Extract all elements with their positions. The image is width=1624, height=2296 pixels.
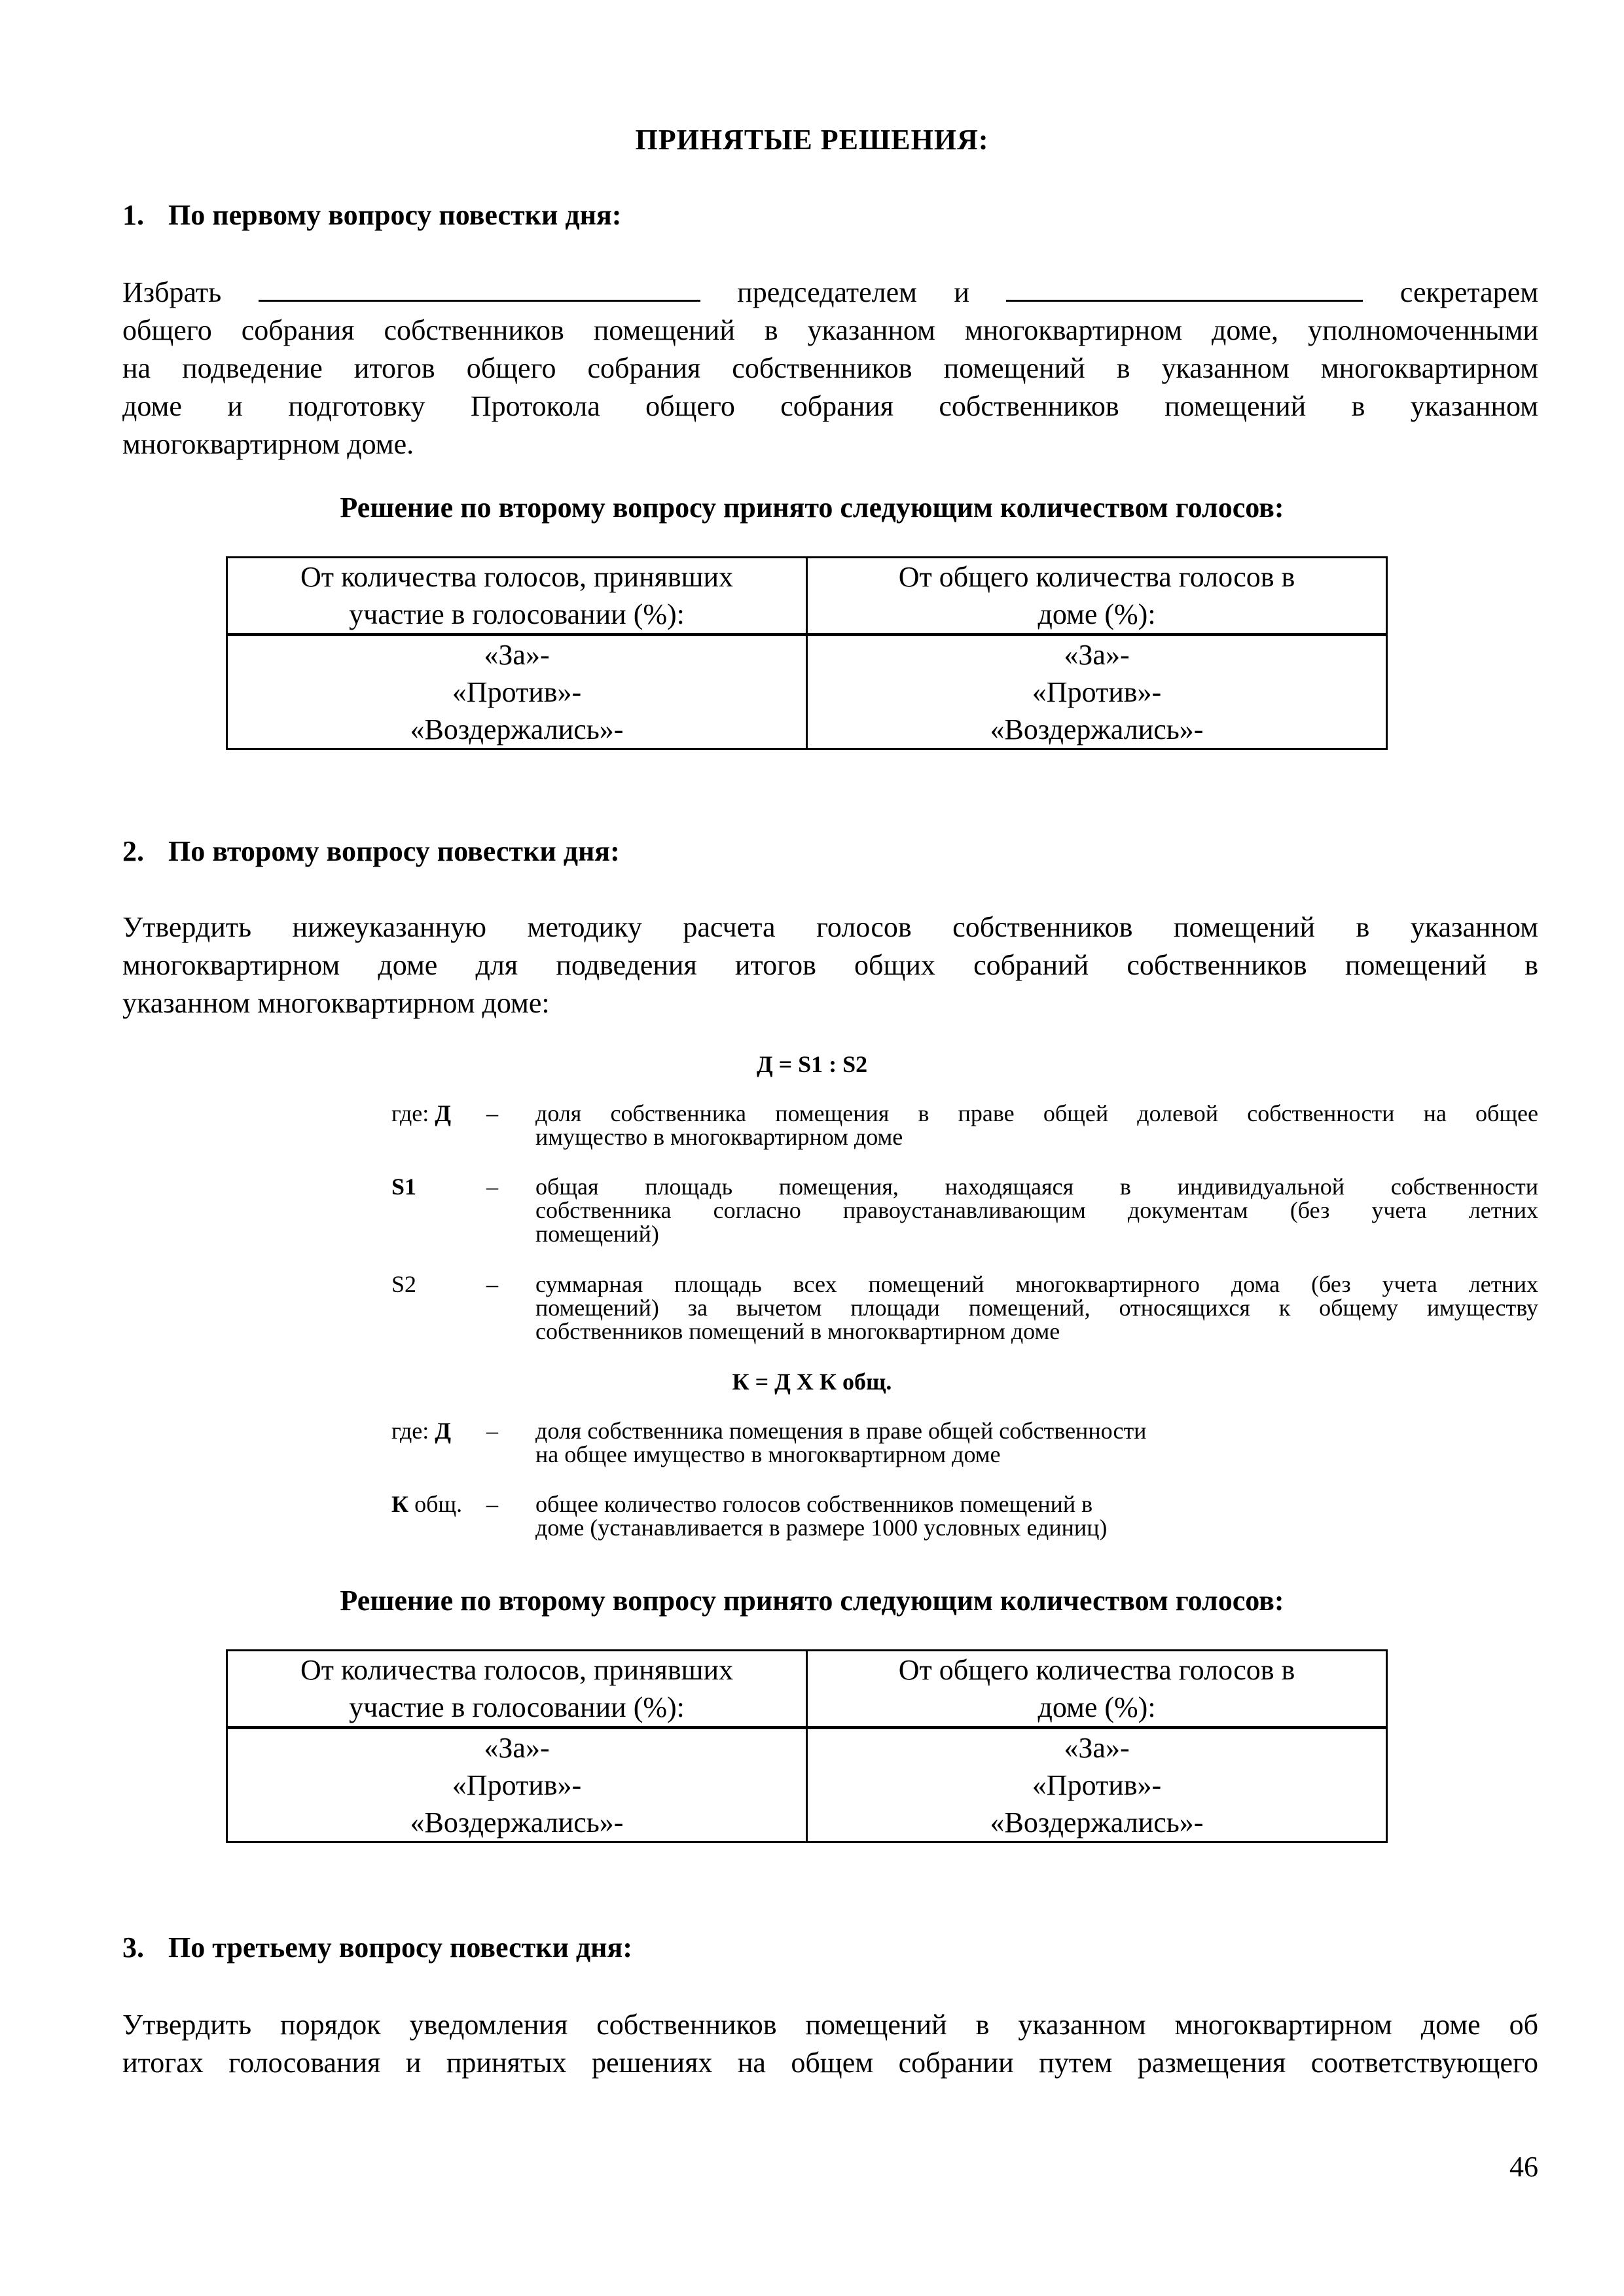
definition-s1 [391,1175,1538,1250]
paragraph-line: доме и подготовку Протокола общего собрания собственников помещений в указанном [122,390,1538,422]
paragraph-line: Утвердить порядок уведомления собственников помещений в указанном многоквартирном доме об [122,2009,1538,2041]
definition-d [391,1102,1538,1154]
definition-symbol: Д [435,1100,452,1126]
vote-against: «Против»- [1032,676,1162,708]
definition-line: суммарная площадь всех помещений многоквартирного дома (без учета летних [535,1271,1538,1297]
word-and: и [954,276,969,308]
question-3-number: 3. [122,1931,144,1964]
definition-label [391,1272,416,1296]
question-2-paragraph [122,908,1538,1022]
header-line: От общего количества голосов в [898,1654,1295,1686]
word-elect: Избрать [122,276,222,308]
definition-symbol: Д [435,1418,452,1444]
vote-for: «За»- [1064,1732,1130,1764]
question-1-heading [122,198,621,232]
decision-heading-2: Решение по второму вопросу принято следующим количеством голосов: [340,1585,1284,1617]
paragraph-line: указанном многоквартирном доме: [122,987,550,1019]
definition-prefix: где: [391,1418,435,1444]
definition-text [535,1175,1538,1246]
decision-heading-1: Решение по второму вопросу принято следующим количеством голосов: [340,492,1284,524]
cell-total-votes[interactable] [807,635,1387,749]
vote-for: «За»- [484,639,550,671]
cell-participants-votes[interactable] [227,1728,807,1842]
header-participants [227,1651,807,1728]
page-number: 46 [1509,2151,1538,2183]
definition-text [535,1492,1538,1539]
definition-line: на общее имущество в многоквартирном доме [535,1441,1001,1467]
votes-table-body-row [227,1728,1387,1842]
question-3-heading [122,1931,632,1964]
header-total [807,558,1387,635]
header-line: От общего количества голосов в [898,561,1295,593]
votes-table-header-row [227,1651,1387,1728]
votes-table-1 [226,556,1388,750]
question-3-paragraph [122,2006,1538,2082]
vote-abstain: «Воздержались»- [990,713,1204,745]
definition-prefix: где: [391,1100,435,1126]
vote-against: «Против»- [452,1769,582,1801]
definition-line: доме (устанавливается в размере 1000 условных единиц) [535,1515,1108,1541]
votes-table-body-row [227,635,1387,749]
secretary-blank-field[interactable] [1006,278,1363,302]
votes-table-2 [226,1649,1388,1843]
page-title: ПРИНЯТЫЕ РЕШЕНИЯ: [635,124,989,156]
header-line: От количества голосов, принявших [300,1654,734,1686]
definition-line: помещений) [535,1221,659,1247]
header-line: участие в голосовании (%): [349,1691,685,1723]
definition-line: помещений) за вычетом площади помещений, относящихся к общему имуществу [535,1295,1538,1321]
definition-label [391,1175,416,1198]
definition-text [535,1419,1538,1466]
vote-for: «За»- [484,1732,550,1764]
vote-abstain: «Воздержались»- [410,1806,624,1839]
chairman-blank-field[interactable] [259,278,700,302]
definition-dash: – [486,1418,498,1444]
header-line: От количества голосов, принявших [300,561,734,593]
vote-for: «За»- [1064,639,1130,671]
header-line: доме (%): [1038,1691,1156,1723]
question-1-line-with-blanks [122,274,1538,312]
definition-line: доля собственника помещения в праве общей долевой собственности на общее [535,1100,1538,1126]
definition-s2 [391,1272,1538,1348]
formula-votes: К = Д Х К общ. [732,1369,892,1395]
question-2-number: 2. [122,835,144,867]
question-1-number: 1. [122,199,144,231]
paragraph-line: итогах голосования и принятых решениях на общем собрании путем размещения соответствующего [122,2047,1538,2079]
definition-symbol: S2 [391,1271,417,1297]
definition-text [535,1272,1538,1343]
votes-table-header-row [227,558,1387,635]
word-secretary: секретарем [1399,276,1539,308]
definition-dash: – [486,1271,498,1297]
paragraph-line: на подведение итогов общего собрания собственников помещений в указанном многоквартирном [122,352,1538,384]
question-1-heading-text: По первому вопросу повестки дня: [168,199,622,231]
definition-suffix: общ. [408,1491,463,1517]
cell-total-votes[interactable] [807,1728,1387,1842]
definition-text [535,1102,1538,1149]
question-2-heading-text: По второму вопросу повестки дня: [168,835,620,867]
definition-line: собственника согласно правоустанавливающим документам (без учета летних [535,1197,1538,1223]
formula-share: Д = S1 : S2 [756,1051,868,1077]
question-3-heading-text: По третьему вопросу повестки дня: [168,1931,632,1964]
definition-symbol: К [391,1491,409,1517]
definition-line: общая площадь помещения, находящаяся в индивидуальной собственности [535,1174,1538,1200]
definition-line: общее количество голосов собственников помещений в [535,1491,1093,1517]
cell-participants-votes[interactable] [227,635,807,749]
word-chairman: председателем [737,276,917,308]
definition-label [391,1492,462,1516]
definition-symbol: S1 [391,1174,417,1200]
paragraph-line: многоквартирном доме. [122,428,414,460]
definition-k-total [391,1492,1538,1545]
definition-line: собственников помещений в многоквартирном доме [535,1318,1060,1344]
vote-abstain: «Воздержались»- [990,1806,1204,1839]
vote-abstain: «Воздержались»- [410,713,624,745]
question-2-heading [122,834,620,868]
paragraph-line: общего собрания собственников помещений в указанном многоквартирном доме, уполномоченными [122,314,1538,346]
header-participants [227,558,807,635]
definition-label [391,1102,451,1125]
definition-line: доля собственника помещения в праве общей собственности [535,1418,1147,1444]
vote-against: «Против»- [1032,1769,1162,1801]
header-total [807,1651,1387,1728]
definition-dash: – [486,1491,498,1517]
definition-line: имущество в многоквартирном доме [535,1124,903,1150]
definition-dash: – [486,1174,498,1200]
question-1-paragraph [122,274,1538,463]
definition-d-2 [391,1419,1538,1471]
header-line: участие в голосовании (%): [349,598,685,630]
definition-label [391,1419,451,1443]
vote-against: «Против»- [452,676,582,708]
definition-dash: – [486,1100,498,1126]
header-line: доме (%): [1038,598,1156,630]
paragraph-line: многоквартирном доме для подведения итогов общих собраний собственников помещений в [122,949,1538,981]
paragraph-line: Утвердить нижеуказанную методику расчета голосов собственников помещений в указанном [122,911,1538,943]
